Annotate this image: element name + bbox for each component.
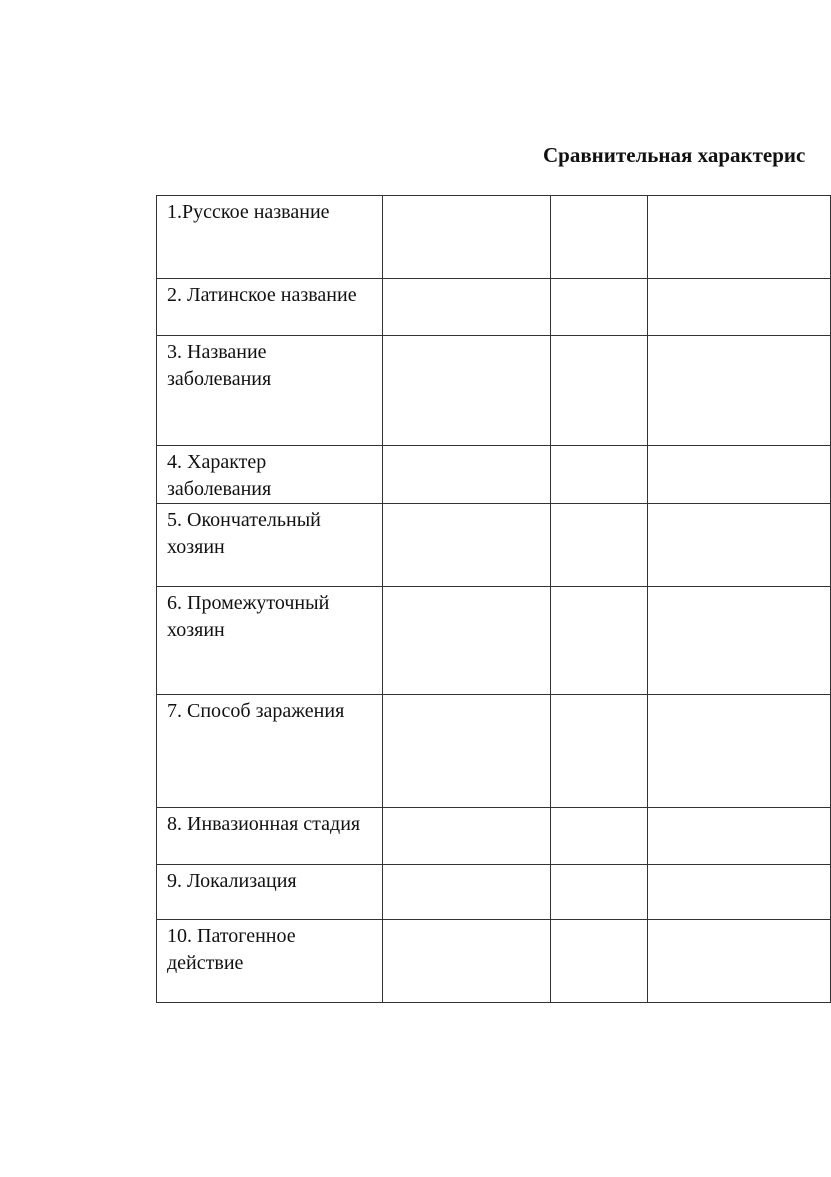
row-label: 4. Характер заболевания: [167, 451, 272, 500]
empty-cell: [382, 446, 550, 504]
row-label: 7. Способ заражения: [167, 700, 345, 722]
empty-cell: [648, 446, 831, 504]
row-label: 5. Окончательный хозяин: [167, 509, 321, 558]
empty-cell: [550, 587, 647, 695]
empty-cell: [648, 279, 831, 336]
table-row: [157, 279, 831, 336]
row-label: 8. Инвазионная стадия: [167, 813, 361, 835]
empty-cell: [648, 196, 831, 279]
row-label: 9. Локализация: [167, 870, 297, 892]
empty-cell: [382, 920, 550, 1003]
row-label-cell: [157, 504, 383, 587]
row-label-cell: [157, 336, 383, 446]
row-label-cell: [157, 865, 383, 920]
row-label: 1.Русское название: [167, 201, 330, 223]
table-row: [157, 695, 831, 808]
empty-cell: [648, 587, 831, 695]
table-row: [157, 808, 831, 865]
table-row: [157, 865, 831, 920]
empty-cell: [382, 865, 550, 920]
empty-cell: [550, 279, 647, 336]
empty-cell: [382, 279, 550, 336]
empty-cell: [550, 920, 647, 1003]
empty-cell: [382, 336, 550, 446]
row-label: 6. Промежуточный хозяин: [167, 592, 330, 641]
empty-cell: [648, 336, 831, 446]
row-label-cell: [157, 920, 383, 1003]
row-label: 2. Латинское название: [167, 284, 357, 306]
table-row: [157, 504, 831, 587]
comparison-table: [156, 195, 831, 1003]
empty-cell: [382, 695, 550, 808]
page-title: Сравнительная характерис: [543, 143, 806, 167]
empty-cell: [550, 865, 647, 920]
empty-cell: [550, 504, 647, 587]
empty-cell: [550, 336, 647, 446]
row-label-cell: [157, 587, 383, 695]
row-label-cell: [157, 196, 383, 279]
empty-cell: [382, 587, 550, 695]
row-label: 3. Название заболевания: [167, 341, 272, 390]
table-row: [157, 196, 831, 279]
row-label-cell: [157, 808, 383, 865]
empty-cell: [382, 808, 550, 865]
empty-cell: [648, 504, 831, 587]
row-label-cell: [157, 695, 383, 808]
row-label: 10. Патогенное действие: [167, 925, 296, 974]
empty-cell: [550, 446, 647, 504]
empty-cell: [648, 865, 831, 920]
empty-cell: [648, 695, 831, 808]
row-label-cell: [157, 279, 383, 336]
empty-cell: [382, 196, 550, 279]
table-row: [157, 920, 831, 1003]
table-row: [157, 446, 831, 504]
table-row: [157, 336, 831, 446]
empty-cell: [382, 504, 550, 587]
table-row: [157, 587, 831, 695]
empty-cell: [648, 920, 831, 1003]
empty-cell: [648, 808, 831, 865]
row-label-cell: [157, 446, 383, 504]
empty-cell: [550, 808, 647, 865]
empty-cell: [550, 196, 647, 279]
empty-cell: [550, 695, 647, 808]
